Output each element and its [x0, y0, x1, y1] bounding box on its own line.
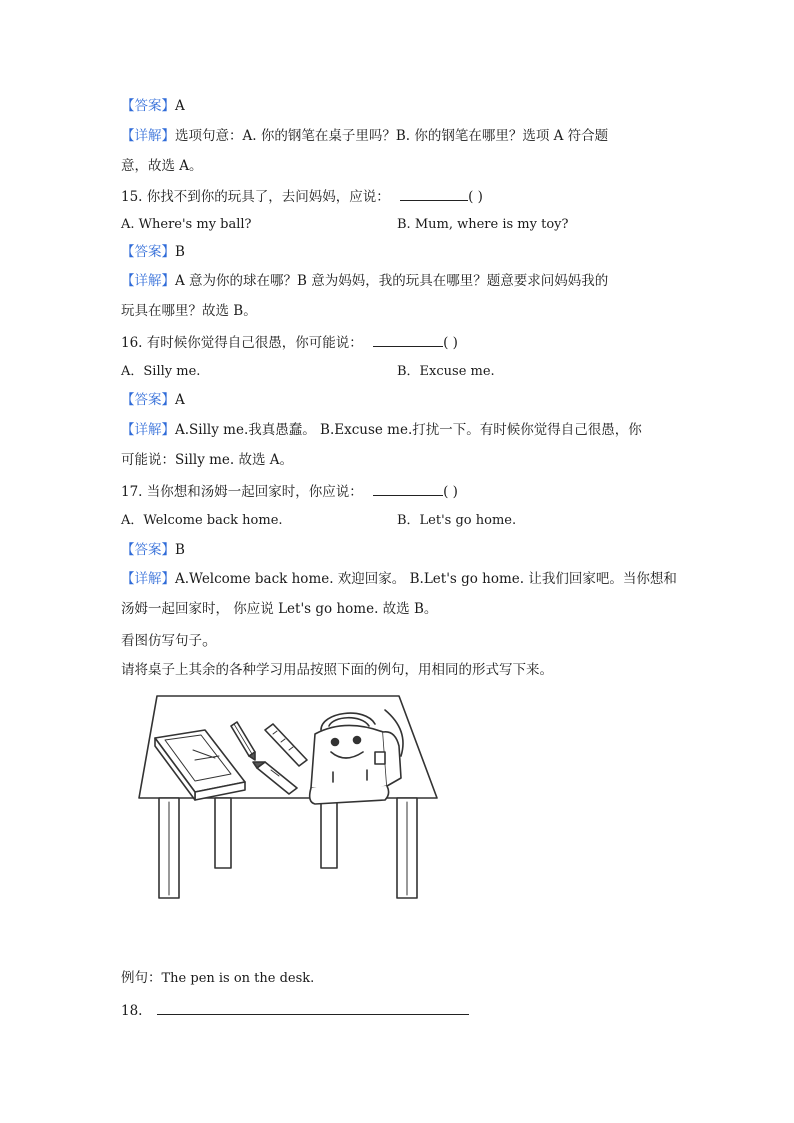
- q17-stem: [121, 481, 458, 502]
- q17-detail-line2: 汤姆一起回家时， 你应说 Let's go home. 故选 B。: [121, 601, 438, 617]
- desk-illustration: [135, 690, 445, 905]
- question-number: 18.: [121, 1003, 143, 1019]
- q16-detail-line2: 可能说：Silly me. 故选 A。: [121, 452, 294, 468]
- q14-answer-line: [121, 96, 185, 116]
- q17-answer-line: [121, 540, 185, 560]
- answer-blank[interactable]: [400, 186, 468, 201]
- desk-legs: [159, 798, 417, 898]
- answer-value: A: [175, 392, 185, 408]
- answer-value: B: [175, 244, 185, 260]
- q17-option-b: B．Let's go home.: [397, 513, 517, 528]
- q17-detail-line1: [121, 569, 677, 589]
- question-text: 有时候你觉得自己很愚，你可能说：: [146, 335, 363, 351]
- q16-stem: [121, 332, 458, 353]
- q15-answer-line: [121, 242, 185, 262]
- q16-option-a: A．Silly me.: [121, 364, 201, 379]
- question-number: 15.: [121, 189, 143, 205]
- question-text: 你找不到你的玩具了，去问妈妈，应说：: [146, 189, 390, 205]
- section-title: [121, 630, 218, 651]
- q15-option-a: A. Where's my ball?: [121, 217, 252, 232]
- question-text: 当你想和汤姆一起回家时，你应说：: [146, 484, 363, 500]
- answer-blank[interactable]: [373, 332, 443, 347]
- answer-value: A: [175, 98, 185, 114]
- detail-tag: 【详解】: [121, 571, 175, 587]
- example-sentence: The pen is on the desk.: [161, 971, 315, 986]
- q14-detail-line1: [121, 126, 608, 146]
- q16-option-b: B．Excuse me.: [397, 364, 495, 379]
- answer-tag: 【答案】: [121, 392, 175, 408]
- detail-text: A.Welcome back home. 欢迎回家。 B.Let's go home. 让我们回家吧。当你想和: [175, 571, 677, 587]
- detail-tag: 【详解】: [121, 273, 175, 289]
- detail-tag: 【详解】: [121, 128, 175, 144]
- answer-tag: 【答案】: [121, 98, 175, 114]
- q15-detail-line2: 玩具在哪里？故选 B。: [121, 303, 257, 319]
- answer-paren: ( ): [468, 189, 483, 205]
- q14-detail-line2: 意，故选 A。: [121, 158, 203, 174]
- section-title-text: 看图仿写句子: [121, 633, 202, 649]
- q16-detail-line1: [121, 420, 642, 440]
- q18-answer-blank[interactable]: [157, 1000, 469, 1015]
- answer-paren: ( ): [443, 335, 458, 351]
- example-line: [121, 968, 314, 989]
- answer-paren: ( ): [443, 484, 458, 500]
- answer-tag: 【答案】: [121, 542, 175, 558]
- q16-answer-line: [121, 390, 185, 410]
- q18-line: [121, 1000, 469, 1021]
- detail-text: A.Silly me.我真愚蠢。 B.Excuse me.打扰一下。有时候你觉得自己很愚，你: [175, 422, 642, 438]
- detail-text: 选项句意：A. 你的钢笔在桌子里吗？B. 你的钢笔在哪里？选项 A 符合题: [175, 128, 609, 144]
- answer-value: B: [175, 542, 185, 558]
- detail-tag: 【详解】: [121, 422, 175, 438]
- q17-option-a: A．Welcome back home.: [121, 513, 283, 528]
- answer-tag: 【答案】: [121, 244, 175, 260]
- question-number: 16.: [121, 335, 143, 351]
- q15-detail-line1: [121, 271, 608, 291]
- answer-blank[interactable]: [373, 481, 443, 496]
- detail-text: A 意为你的球在哪？B 意为妈妈，我的玩具在哪里？题意要求问妈妈我的: [175, 273, 609, 289]
- q15-stem: [121, 186, 483, 207]
- section-title-mark: 。: [202, 630, 219, 649]
- section-instruction: 请将桌子上其余的各种学习用品按照下面的例句，用相同的形式写下来。: [121, 662, 553, 678]
- q15-option-b: B. Mum, where is my toy?: [397, 217, 569, 232]
- question-number: 17.: [121, 484, 143, 500]
- example-label: 例句：: [121, 970, 162, 986]
